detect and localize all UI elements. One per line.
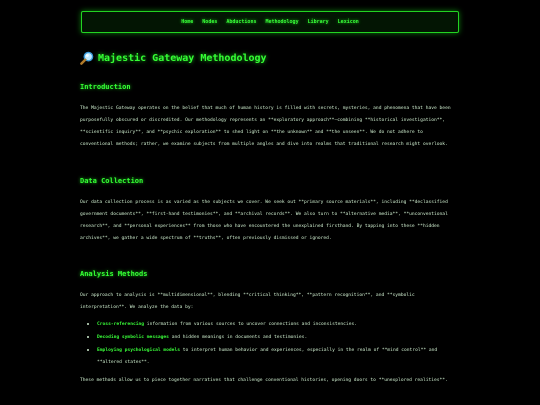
list-item-text: to interpret human behavior and experiences, especially in the realm of **mind control** and **altered states**. [97, 348, 438, 365]
introduction-heading: Introduction [80, 83, 131, 91]
data-collection-heading: Data Collection [80, 177, 144, 185]
analysis-closing-text: These methods allow us to piece together narratives that challenge conventional histories, opening doors to **unexplored realities**. [80, 378, 448, 383]
analysis-section [80, 270, 458, 387]
data-collection-text: Our data collection process is as varied as the subjects we cover. We seek out **primary source materials**, including **declassified government documents**, **first-hand testimonies**, and **archival records**. We also turn to **alternative media**, **unconventional research**, and **personal experiences** from those who have encountered the unexplained firsthand. By tapping into these **hidden archives**, we gather a wide spectrum of **truths**, often previously dismissed or ignored. [80, 200, 448, 241]
nav-home-link[interactable]: Home [181, 19, 194, 25]
nav-nodes-link[interactable]: Nodes [202, 19, 218, 25]
page-title: Majestic Gateway Methodology [98, 52, 267, 64]
list-item-term: Employing psychological models [97, 348, 180, 353]
list-item-term: Decoding symbolic messages [97, 335, 169, 340]
list-item-text: and hidden meanings in documents and testimonies. [168, 335, 308, 340]
nav-methodology-link[interactable]: Methodology [265, 19, 299, 25]
nav-lexicon-link[interactable]: Lexicon [337, 19, 359, 25]
list-item-term: Cross-referencing [97, 322, 145, 327]
analysis-intro-text: Our approach to analysis is **multidimensional**, blending **critical thinking**, **pattern recognition**, and **symbolic interpretation**. We analyze the data by: [80, 293, 415, 310]
list-item [97, 344, 458, 369]
nav-library-link[interactable]: Library [307, 19, 329, 25]
list-item [97, 318, 458, 331]
introduction-text: The Majestic Gateway operates on the belief that much of human history is filled with secrets, mysteries, and phenomena that have been purposefully obscured or discredited. Our methodology represents an **exploratory approach**—combining **historical investigation**, **scientific inquiry**, and **psychic exploration** to shed light on **the unknown** and **the unseen**. We do not adhere to conventional methods; rather, we examine subjects from multiple angles and dive into realms that traditional research might overlook. [80, 106, 451, 147]
introduction-section [80, 83, 458, 151]
magnifying-glass-icon [80, 51, 94, 65]
top-nav [81, 11, 459, 33]
list-item-text: information from various sources to uncover connections and inconsistencies. [144, 322, 357, 327]
analysis-methods-list [80, 318, 458, 369]
data-collection-section [80, 177, 458, 245]
analysis-heading: Analysis Methods [80, 270, 148, 278]
list-item [97, 331, 458, 344]
nav-abductions-link[interactable]: Abductions [226, 19, 257, 25]
page-header [80, 49, 267, 67]
